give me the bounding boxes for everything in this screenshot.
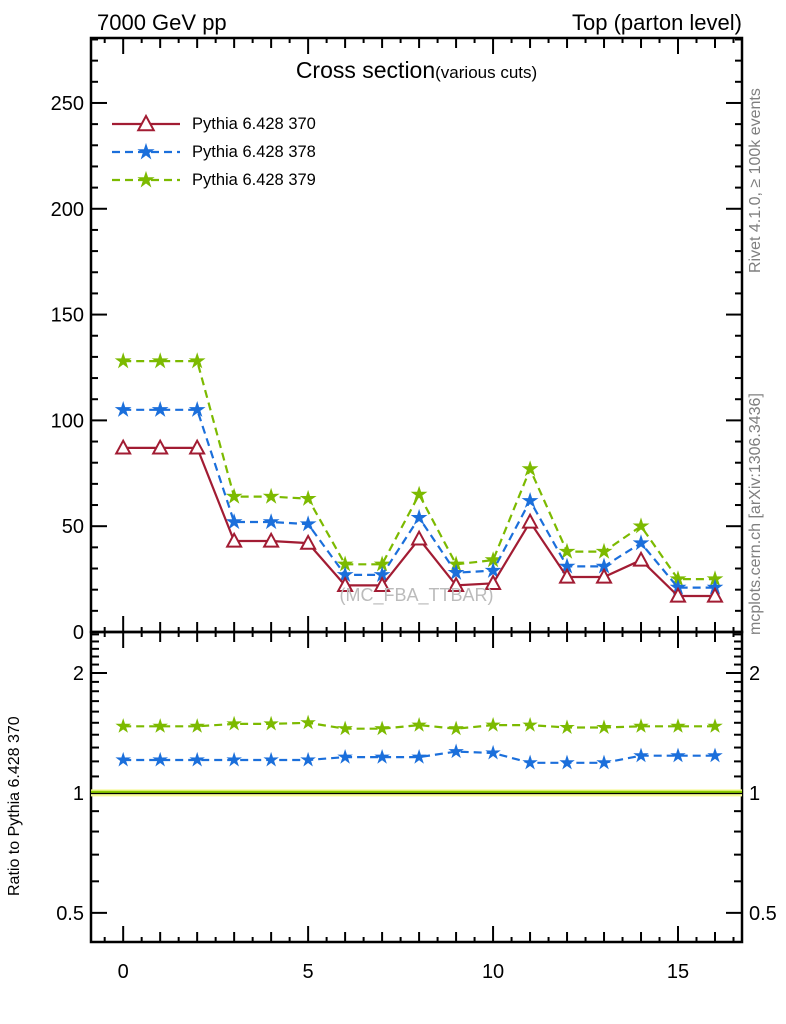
svg-text:15: 15 <box>666 961 690 983</box>
legend-label: Pythia 6.428 370 <box>192 114 316 133</box>
beam-energy-label: 7000 GeV pp <box>97 10 227 35</box>
svg-text:50: 50 <box>61 516 84 539</box>
svg-text:200: 200 <box>50 198 84 221</box>
legend-label: Pythia 6.428 379 <box>192 170 316 189</box>
svg-text:250: 250 <box>50 92 84 115</box>
svg-text:0: 0 <box>117 961 129 983</box>
plot-title <box>91 57 742 84</box>
svg-text:2: 2 <box>749 663 761 686</box>
reference-band <box>91 789 742 796</box>
ratio-panel-frame <box>91 632 742 942</box>
svg-text:100: 100 <box>50 410 84 433</box>
legend <box>110 110 316 194</box>
svg-text:150: 150 <box>50 304 84 327</box>
analysis-watermark: (MC_FBA_TTBAR) <box>339 585 494 605</box>
svg-text:0.5: 0.5 <box>749 902 777 925</box>
legend-entry-pythia-370 <box>110 110 316 138</box>
legend-key-green-star-icon <box>110 169 182 191</box>
legend-key-red-triangle-icon <box>110 113 182 135</box>
legend-key-blue-star-icon <box>110 141 182 163</box>
rivet-version-note: Rivet 4.1.0, ≥ 100k events <box>747 88 764 273</box>
plot-title-main: Cross section <box>295 57 436 83</box>
main-series <box>116 354 722 602</box>
svg-text:1: 1 <box>72 782 84 805</box>
main-y-tick-labels <box>51 93 84 644</box>
analysis-label: Top (parton level) <box>572 10 742 35</box>
legend-entry-pythia-378 <box>110 138 316 166</box>
legend-entry-pythia-379 <box>110 166 316 194</box>
svg-text:1: 1 <box>749 782 761 805</box>
svg-text:2: 2 <box>72 663 84 686</box>
x-tick-labels <box>118 961 690 983</box>
ratio-axis-title: Ratio to Pythia 6.428 370 <box>6 716 23 896</box>
svg-text:10: 10 <box>481 961 505 983</box>
svg-text:0: 0 <box>72 622 84 644</box>
legend-label: Pythia 6.428 378 <box>192 142 316 161</box>
ratio-y-axis-ticks <box>91 634 742 912</box>
ratio-series <box>117 716 721 768</box>
mcplots-arxiv-note: mcplots.cern.ch [arXiv:1306.3436] <box>747 393 764 635</box>
svg-text:0.5: 0.5 <box>56 902 84 925</box>
svg-text:5: 5 <box>302 961 314 983</box>
plot-title-sub: (various cuts) <box>435 63 538 82</box>
